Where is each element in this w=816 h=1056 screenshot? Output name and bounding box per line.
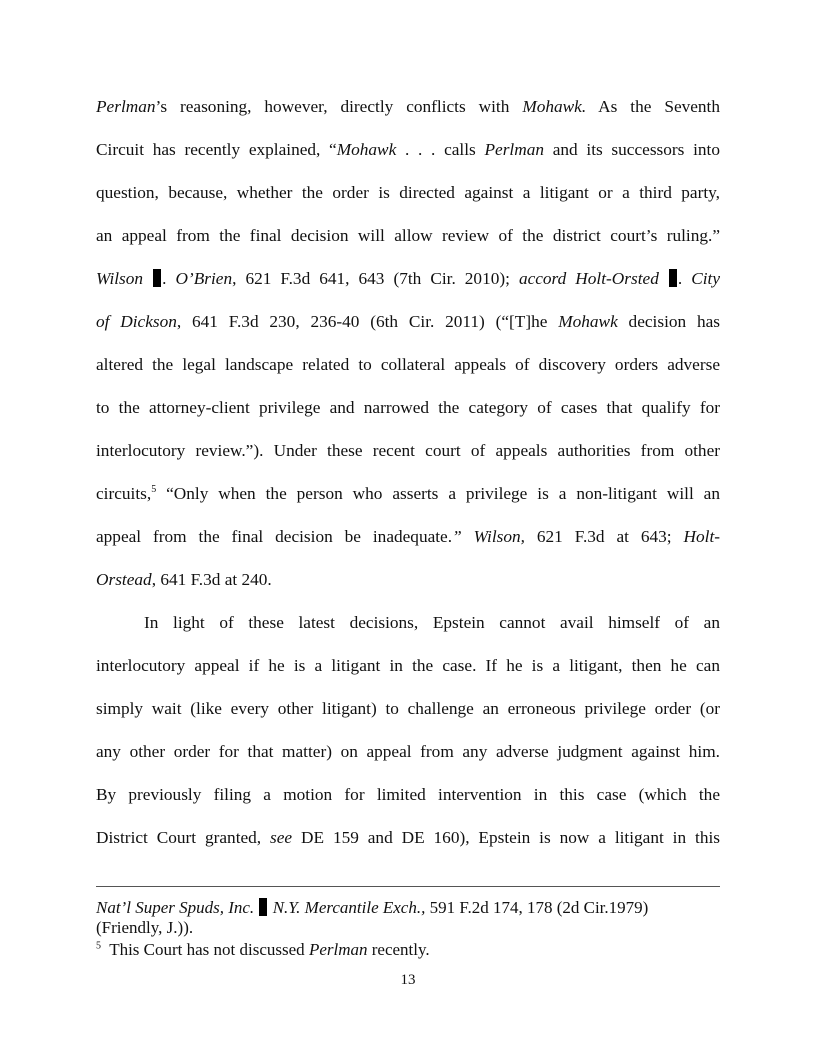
body-line-1: Perlman’s reasoning, however, directly conflicts with Mohawk. As the Seventh (96, 97, 721, 116)
body-line-13: In light of these latest decisions, Epstein cannot avail himself of an (144, 613, 720, 632)
body-line-17: By previously filing a motion for limited intervention in this case (which the (96, 785, 720, 804)
body-line-16: any other order for that matter) on appeal from any adverse judgment against him. (96, 742, 720, 761)
body-line-9: interlocutory review.”). Under these recent court of appeals authorities from other (96, 441, 720, 460)
body-line-15: simply wait (like every other litigant) to challenge an erroneous privilege order (or (96, 699, 720, 718)
body-line-8: to the attorney-client privilege and narrowed the category of cases that qualify for (96, 398, 720, 417)
body-line-14: interlocutory appeal if he is a litigant in the case. If he is a litigant, then he can (96, 656, 720, 675)
redaction-mark (669, 269, 677, 287)
body-line-18: District Court granted, see DE 159 and DE 160), Epstein is now a litigant in this (96, 828, 720, 847)
body-line-4: an appeal from the final decision will allow review of the district court’s ruling.” (96, 226, 720, 245)
footnote-5: $^5$ This Court has not discussed Perlman recently. (96, 940, 430, 959)
footnote-line-1: Nat’l Super Spuds, Inc. N.Y. Mercantile Exch., 591 F.2d 174, 178 (2d Cir.1979) (96, 898, 649, 917)
footnote-line-2: (Friendly, J.)). (96, 918, 194, 937)
body-line-12: Orstead, 641 F.3d at 240. (96, 570, 272, 589)
footnote-separator (96, 886, 720, 887)
body-line-2: Circuit has recently explained, “Mohawk . . . calls Perlman and its successors into (96, 140, 720, 159)
body-line-11: appeal from the final decision be inadequate.” Wilson, 621 F.3d at 643; Holt- (96, 527, 720, 546)
footnote-ref-5[interactable]: 5 (151, 484, 157, 496)
footnote-number: 5 (96, 940, 101, 952)
body-line-7: altered the legal landscape related to collateral appeals of discovery orders adverse (96, 355, 720, 374)
body-line-5: Wilson . O’Brien, 621 F.3d 641, 643 (7th Cir. 2010); accord Holt-Orsted . City (96, 269, 721, 288)
page-number: 13 (400, 972, 416, 988)
body-line-3: question, because, whether the order is directed against a litigant or a third party, (96, 183, 720, 202)
redaction-mark (259, 898, 267, 916)
body-line-6: of Dickson, 641 F.3d 230, 236-40 (6th Cir. 2011) (“[T]he Mohawk decision has (96, 312, 720, 331)
body-line-10: circuits,$^5$ “Only when the person who asserts a privilege is a non-litigant will an (96, 484, 720, 503)
redaction-mark (153, 269, 161, 287)
